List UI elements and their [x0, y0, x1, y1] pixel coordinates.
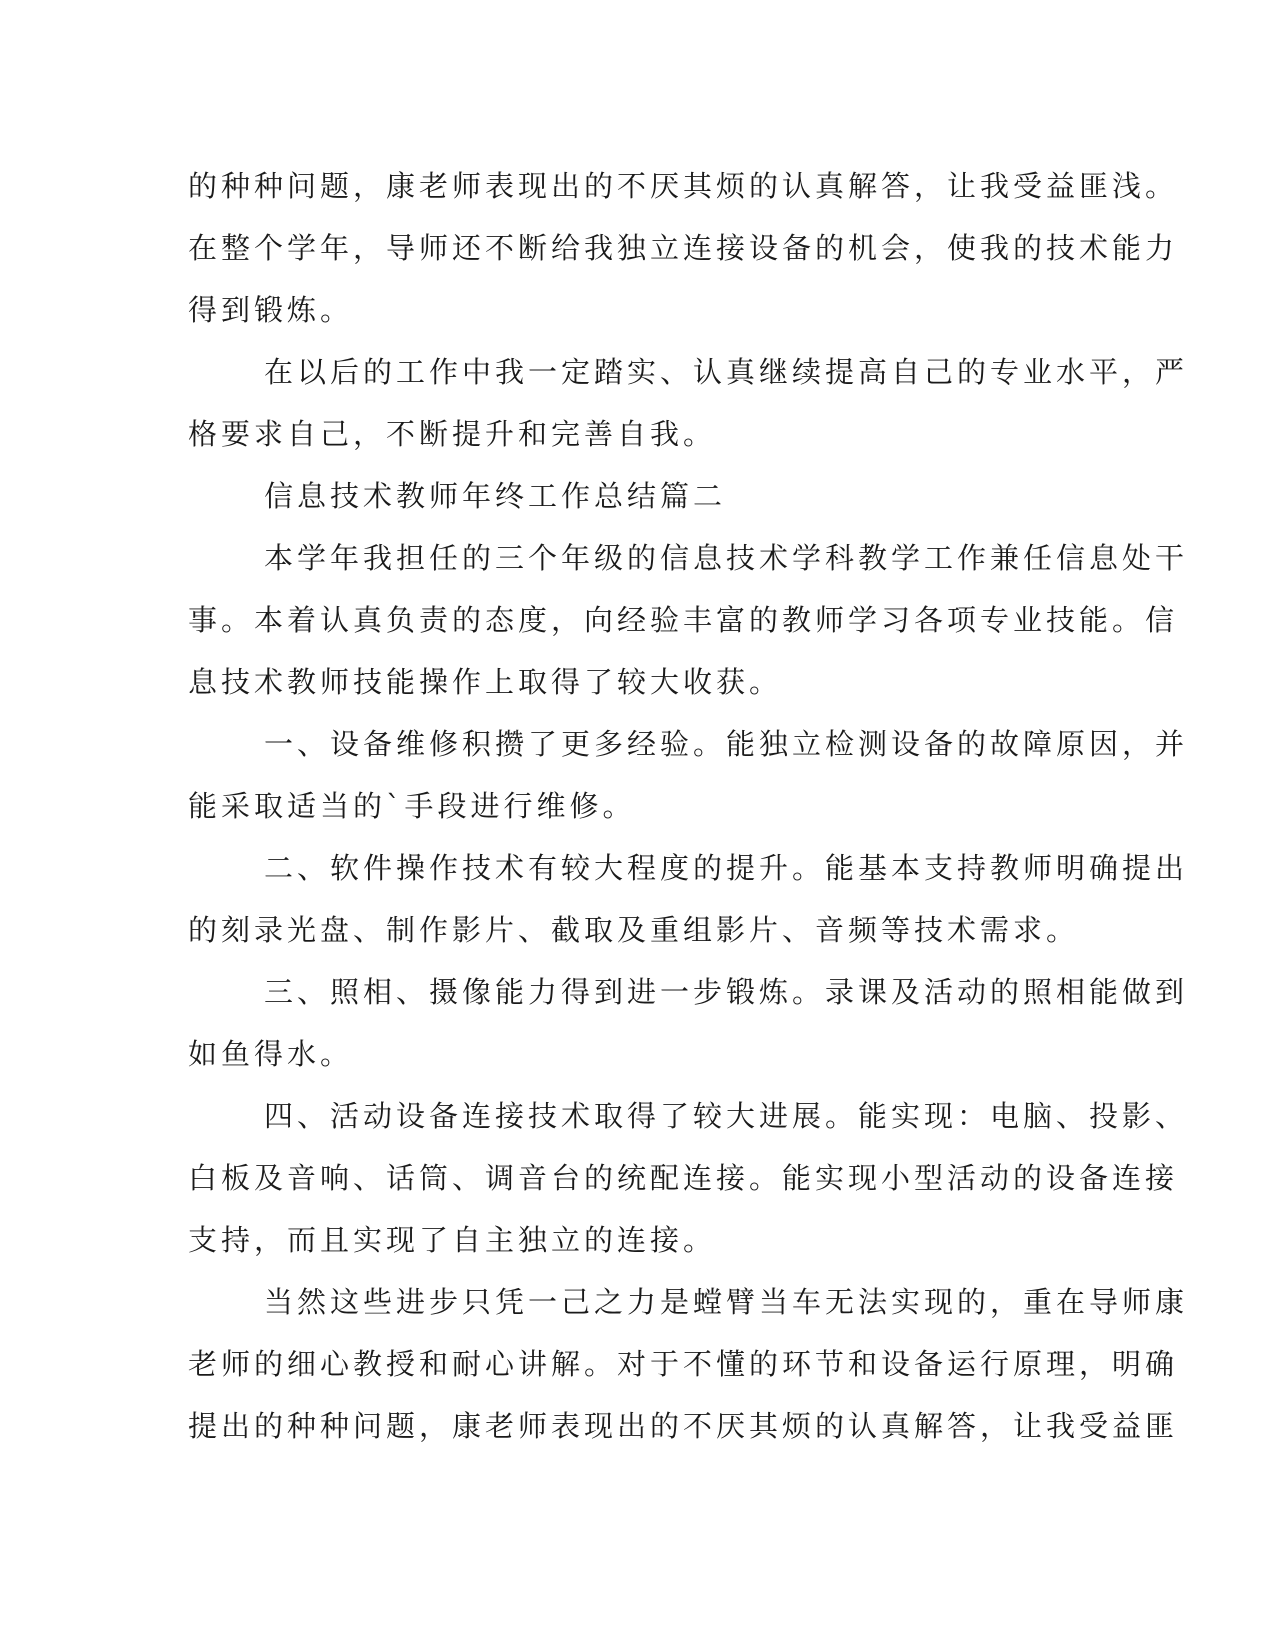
text-line: 二、软件操作技术有较大程度的提升。能基本支持教师明确提出	[264, 851, 1189, 885]
text-line: 在整个学年，导师还不断给我独立连接设备的机会，使我的技术能力	[188, 231, 1179, 265]
document-body	[188, 155, 1189, 1457]
text-line: 本学年我担任的三个年级的信息技术学科教学工作兼任信息处干	[264, 541, 1189, 575]
text-line: 得到锻炼。	[188, 293, 354, 327]
text-line: 格要求自己，不断提升和完善自我。	[188, 417, 717, 451]
text-line: 提出的种种问题，康老师表现出的不厌其烦的认真解答，让我受益匪	[188, 1409, 1179, 1443]
text-line: 一、设备维修积攒了更多经验。能独立检测设备的故障原因，并	[264, 727, 1189, 761]
text-line: 息技术教师技能操作上取得了较大收获。	[188, 665, 783, 699]
text-line: 老师的细心教授和耐心讲解。对于不懂的环节和设备运行原理，明确	[188, 1347, 1179, 1381]
text-line: 事。本着认真负责的态度，向经验丰富的教师学习各项专业技能。信	[188, 603, 1179, 637]
text-line: 的种种问题，康老师表现出的不厌其烦的认真解答，让我受益匪浅。	[188, 169, 1179, 203]
section-heading: 信息技术教师年终工作总结篇二	[264, 479, 727, 513]
text-line: 如鱼得水。	[188, 1037, 354, 1071]
text-line: 在以后的工作中我一定踏实、认真继续提高自己的专业水平，严	[264, 355, 1189, 389]
text-line: 三、照相、摄像能力得到进一步锻炼。录课及活动的照相能做到	[264, 975, 1189, 1009]
text-line: 能采取适当的`手段进行维修。	[188, 789, 636, 823]
text-line: 支持，而且实现了自主独立的连接。	[188, 1223, 717, 1257]
text-line: 当然这些进步只凭一己之力是螳臂当车无法实现的，重在导师康	[264, 1285, 1189, 1319]
text-line: 白板及音响、话筒、调音台的统配连接。能实现小型活动的设备连接	[188, 1161, 1179, 1195]
text-line: 的刻录光盘、制作影片、截取及重组影片、音频等技术需求。	[188, 913, 1080, 947]
text-line: 四、活动设备连接技术取得了较大进展。能实现：电脑、投影、	[264, 1099, 1189, 1133]
